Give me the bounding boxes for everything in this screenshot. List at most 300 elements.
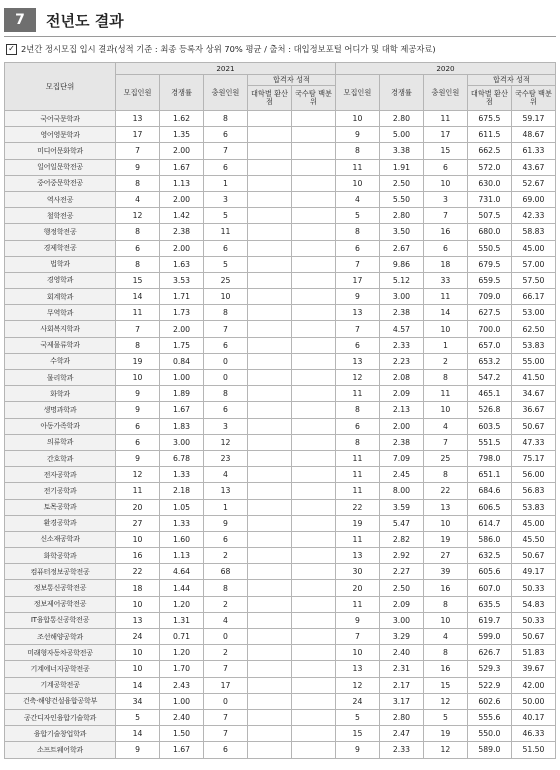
- percentile-2020: 53.83: [511, 499, 555, 515]
- univ-score-2020: 679.5: [467, 256, 511, 272]
- univ-score-2021: [247, 709, 291, 725]
- percentile-2020: 45.00: [511, 240, 555, 256]
- rate-2021: 1.67: [160, 402, 204, 418]
- percentile-2020: 42.00: [511, 677, 555, 693]
- rate-2020: 8.00: [379, 483, 423, 499]
- univ-score-2021: [247, 548, 291, 564]
- recruit-2021: 16: [116, 548, 160, 564]
- recruit-2021: 19: [116, 353, 160, 369]
- extra-2021: 5: [204, 208, 248, 224]
- recruit-2021: 14: [116, 289, 160, 305]
- recruit-2020: 11: [335, 467, 379, 483]
- univ-score-2020: 619.7: [467, 612, 511, 628]
- table-row: [5, 191, 556, 207]
- percentile-2020: 50.33: [511, 580, 555, 596]
- rate-2021: 1.71: [160, 289, 204, 305]
- recruit-2021: 14: [116, 677, 160, 693]
- recruit-2020: 9: [335, 742, 379, 758]
- rate-2020: 2.80: [379, 709, 423, 725]
- table-row: [5, 645, 556, 661]
- rate-2020: 1.91: [379, 159, 423, 175]
- univ-score-2021: [247, 353, 291, 369]
- recruit-2021: 11: [116, 305, 160, 321]
- recruit-2021: 5: [116, 709, 160, 725]
- recruit-2021: 10: [116, 370, 160, 386]
- univ-score-2020: 550.0: [467, 726, 511, 742]
- col-recruit-2021: 모집인원: [116, 75, 160, 111]
- percentile-2021: [291, 256, 335, 272]
- univ-score-2021: [247, 450, 291, 466]
- col-rate-2021: 경쟁률: [160, 75, 204, 111]
- section-number-badge: 7: [4, 8, 36, 32]
- table-row: [5, 159, 556, 175]
- univ-score-2020: 602.6: [467, 693, 511, 709]
- rate-2021: 1.50: [160, 726, 204, 742]
- extra-2020: 3: [423, 191, 467, 207]
- rate-2020: 2.67: [379, 240, 423, 256]
- recruit-2020: 8: [335, 224, 379, 240]
- extra-2021: 7: [204, 726, 248, 742]
- recruit-2020: 13: [335, 548, 379, 564]
- univ-score-2021: [247, 434, 291, 450]
- percentile-2020: 58.83: [511, 224, 555, 240]
- univ-score-2021: [247, 564, 291, 580]
- rate-2021: 1.20: [160, 645, 204, 661]
- recruit-2020: 11: [335, 450, 379, 466]
- univ-score-2021: [247, 175, 291, 191]
- table-row: [5, 531, 556, 547]
- percentile-2020: 55.00: [511, 353, 555, 369]
- col-percentile-2020: 국수탐 백분위: [511, 86, 555, 111]
- recruit-2021: 13: [116, 612, 160, 628]
- extra-2021: 1: [204, 499, 248, 515]
- table-row: [5, 386, 556, 402]
- recruit-2020: 30: [335, 564, 379, 580]
- dept-name: 미래형자동차공학전공: [5, 645, 116, 661]
- univ-score-2021: [247, 208, 291, 224]
- rate-2020: 2.38: [379, 305, 423, 321]
- rate-2021: 1.42: [160, 208, 204, 224]
- univ-score-2020: 611.5: [467, 127, 511, 143]
- extra-2021: 7: [204, 321, 248, 337]
- extra-2021: 8: [204, 111, 248, 127]
- dept-name: 회계학과: [5, 289, 116, 305]
- recruit-2020: 11: [335, 159, 379, 175]
- rate-2020: 3.00: [379, 612, 423, 628]
- extra-2021: 2: [204, 548, 248, 564]
- dept-name: 일어일문학전공: [5, 159, 116, 175]
- extra-2020: 5: [423, 709, 467, 725]
- rate-2020: 3.50: [379, 224, 423, 240]
- extra-2020: 25: [423, 450, 467, 466]
- table-row: [5, 321, 556, 337]
- univ-score-2020: 599.0: [467, 629, 511, 645]
- table-row: [5, 127, 556, 143]
- extra-2021: 6: [204, 742, 248, 758]
- recruit-2021: 6: [116, 418, 160, 434]
- table-row: [5, 483, 556, 499]
- percentile-2020: 51.50: [511, 742, 555, 758]
- extra-2020: 10: [423, 612, 467, 628]
- dept-name: 국어국문학과: [5, 111, 116, 127]
- extra-2021: 8: [204, 580, 248, 596]
- recruit-2020: 15: [335, 726, 379, 742]
- dept-name: 기계공학전공: [5, 677, 116, 693]
- recruit-2021: 22: [116, 564, 160, 580]
- extra-2020: 8: [423, 467, 467, 483]
- table-note: [6, 41, 436, 57]
- rate-2021: 1.67: [160, 742, 204, 758]
- percentile-2021: [291, 677, 335, 693]
- recruit-2021: 9: [116, 450, 160, 466]
- dept-name: 소프트웨어학과: [5, 742, 116, 758]
- rate-2020: 9.86: [379, 256, 423, 272]
- univ-score-2021: [247, 256, 291, 272]
- table-row: [5, 499, 556, 515]
- rate-2021: 1.70: [160, 661, 204, 677]
- extra-2020: 12: [423, 693, 467, 709]
- extra-2021: 11: [204, 224, 248, 240]
- univ-score-2021: [247, 629, 291, 645]
- percentile-2021: [291, 661, 335, 677]
- extra-2021: 7: [204, 143, 248, 159]
- rate-2021: 2.43: [160, 677, 204, 693]
- recruit-2020: 17: [335, 272, 379, 288]
- univ-score-2021: [247, 224, 291, 240]
- extra-2021: 0: [204, 353, 248, 369]
- univ-score-2020: 551.5: [467, 434, 511, 450]
- table-row: [5, 742, 556, 758]
- extra-2021: 25: [204, 272, 248, 288]
- percentile-2021: [291, 159, 335, 175]
- univ-score-2020: 572.0: [467, 159, 511, 175]
- rate-2020: 4.57: [379, 321, 423, 337]
- univ-score-2021: [247, 272, 291, 288]
- univ-score-2020: 586.0: [467, 531, 511, 547]
- group-header-2020: 합격자 성적: [467, 75, 555, 86]
- table-row: [5, 709, 556, 725]
- table-body: [5, 111, 556, 759]
- rate-2020: 2.38: [379, 434, 423, 450]
- dept-name: 화학공학과: [5, 548, 116, 564]
- univ-score-2021: [247, 321, 291, 337]
- univ-score-2021: [247, 499, 291, 515]
- univ-score-2021: [247, 143, 291, 159]
- dept-name: 융합기술창업학과: [5, 726, 116, 742]
- percentile-2020: 54.83: [511, 596, 555, 612]
- percentile-2021: [291, 580, 335, 596]
- rate-2020: 2.23: [379, 353, 423, 369]
- dept-name: 경영학과: [5, 272, 116, 288]
- rate-2021: 1.13: [160, 548, 204, 564]
- univ-score-2020: 798.0: [467, 450, 511, 466]
- percentile-2021: [291, 499, 335, 515]
- recruit-2021: 9: [116, 159, 160, 175]
- percentile-2021: [291, 337, 335, 353]
- recruit-2020: 10: [335, 175, 379, 191]
- univ-score-2021: [247, 191, 291, 207]
- recruit-2021: 15: [116, 272, 160, 288]
- univ-score-2021: [247, 742, 291, 758]
- univ-score-2020: 659.5: [467, 272, 511, 288]
- extra-2021: 3: [204, 191, 248, 207]
- recruit-2020: 5: [335, 208, 379, 224]
- rate-2020: 7.09: [379, 450, 423, 466]
- extra-2020: 8: [423, 596, 467, 612]
- percentile-2020: 61.33: [511, 143, 555, 159]
- recruit-2020: 11: [335, 483, 379, 499]
- table-row: [5, 111, 556, 127]
- dept-name: 사회복지학과: [5, 321, 116, 337]
- percentile-2020: 43.67: [511, 159, 555, 175]
- rate-2021: 1.44: [160, 580, 204, 596]
- percentile-2020: 50.67: [511, 548, 555, 564]
- extra-2020: 11: [423, 289, 467, 305]
- recruit-2021: 10: [116, 645, 160, 661]
- recruit-2020: 9: [335, 289, 379, 305]
- rate-2021: 1.33: [160, 515, 204, 531]
- dept-name: 환경공학과: [5, 515, 116, 531]
- rate-2021: 4.64: [160, 564, 204, 580]
- extra-2020: 8: [423, 370, 467, 386]
- recruit-2021: 18: [116, 580, 160, 596]
- extra-2020: 4: [423, 629, 467, 645]
- univ-score-2021: [247, 305, 291, 321]
- rate-2020: 5.50: [379, 191, 423, 207]
- dept-name: 중어중문학전공: [5, 175, 116, 191]
- univ-score-2020: 529.3: [467, 661, 511, 677]
- recruit-2020: 11: [335, 531, 379, 547]
- univ-score-2021: [247, 240, 291, 256]
- rate-2021: 1.83: [160, 418, 204, 434]
- percentile-2021: [291, 742, 335, 758]
- dept-name: 물리학과: [5, 370, 116, 386]
- table-row: [5, 580, 556, 596]
- univ-score-2020: 522.9: [467, 677, 511, 693]
- dept-name: 국제물류학과: [5, 337, 116, 353]
- rate-2021: 1.31: [160, 612, 204, 628]
- percentile-2021: [291, 111, 335, 127]
- univ-score-2021: [247, 127, 291, 143]
- recruit-2021: 27: [116, 515, 160, 531]
- recruit-2021: 9: [116, 742, 160, 758]
- table-row: [5, 289, 556, 305]
- percentile-2021: [291, 224, 335, 240]
- extra-2021: 7: [204, 661, 248, 677]
- percentile-2021: [291, 483, 335, 499]
- rate-2020: 3.59: [379, 499, 423, 515]
- rate-2020: 5.00: [379, 127, 423, 143]
- extra-2021: 7: [204, 709, 248, 725]
- univ-score-2020: 680.0: [467, 224, 511, 240]
- percentile-2020: 66.17: [511, 289, 555, 305]
- extra-2021: 8: [204, 386, 248, 402]
- univ-score-2021: [247, 483, 291, 499]
- extra-2021: 8: [204, 305, 248, 321]
- percentile-2020: 53.83: [511, 337, 555, 353]
- percentile-2020: 62.50: [511, 321, 555, 337]
- extra-2020: 17: [423, 127, 467, 143]
- percentile-2020: 50.00: [511, 693, 555, 709]
- extra-2020: 19: [423, 726, 467, 742]
- univ-score-2021: [247, 515, 291, 531]
- percentile-2021: [291, 629, 335, 645]
- rate-2020: 2.00: [379, 418, 423, 434]
- rate-2020: 2.50: [379, 580, 423, 596]
- univ-score-2020: 630.0: [467, 175, 511, 191]
- univ-score-2020: 635.5: [467, 596, 511, 612]
- rate-2020: 3.29: [379, 629, 423, 645]
- dept-name: 조선해양공학과: [5, 629, 116, 645]
- recruit-2020: 11: [335, 596, 379, 612]
- recruit-2021: 13: [116, 111, 160, 127]
- rate-2021: 2.00: [160, 240, 204, 256]
- univ-score-2021: [247, 111, 291, 127]
- recruit-2021: 9: [116, 386, 160, 402]
- year-header-2021: 2021: [116, 63, 336, 75]
- dept-name: IT융합통신공학전공: [5, 612, 116, 628]
- table-row: [5, 726, 556, 742]
- rate-2020: 2.09: [379, 596, 423, 612]
- extra-2021: 6: [204, 127, 248, 143]
- recruit-2020: 6: [335, 337, 379, 353]
- percentile-2020: 47.33: [511, 434, 555, 450]
- recruit-2020: 12: [335, 677, 379, 693]
- recruit-2020: 22: [335, 499, 379, 515]
- percentile-2021: [291, 353, 335, 369]
- univ-score-2021: [247, 418, 291, 434]
- table-row: [5, 224, 556, 240]
- percentile-2020: 57.50: [511, 272, 555, 288]
- extra-2021: 4: [204, 612, 248, 628]
- recruit-2020: 6: [335, 418, 379, 434]
- recruit-2021: 12: [116, 467, 160, 483]
- header-divider: [4, 36, 556, 37]
- rate-2020: 2.27: [379, 564, 423, 580]
- recruit-2020: 9: [335, 127, 379, 143]
- extra-2020: 22: [423, 483, 467, 499]
- percentile-2021: [291, 305, 335, 321]
- extra-2020: 39: [423, 564, 467, 580]
- recruit-2020: 6: [335, 240, 379, 256]
- extra-2021: 6: [204, 240, 248, 256]
- extra-2021: 4: [204, 467, 248, 483]
- rate-2020: 2.31: [379, 661, 423, 677]
- recruit-2021: 8: [116, 256, 160, 272]
- percentile-2021: [291, 289, 335, 305]
- col-percentile-2021: 국수탐 백분위: [291, 86, 335, 111]
- percentile-2021: [291, 693, 335, 709]
- univ-score-2020: 651.1: [467, 467, 511, 483]
- rate-2021: 1.63: [160, 256, 204, 272]
- percentile-2020: 48.67: [511, 127, 555, 143]
- table-row: [5, 353, 556, 369]
- table-row: [5, 661, 556, 677]
- percentile-2021: [291, 370, 335, 386]
- dept-name: 철학전공: [5, 208, 116, 224]
- univ-score-2021: [247, 645, 291, 661]
- extra-2020: 10: [423, 402, 467, 418]
- group-header-2021: 합격자 성적: [247, 75, 335, 86]
- percentile-2020: 36.67: [511, 402, 555, 418]
- extra-2020: 12: [423, 742, 467, 758]
- rate-2021: 2.18: [160, 483, 204, 499]
- percentile-2021: [291, 548, 335, 564]
- extra-2020: 16: [423, 224, 467, 240]
- univ-score-2021: [247, 612, 291, 628]
- recruit-2020: 13: [335, 305, 379, 321]
- recruit-2020: 11: [335, 386, 379, 402]
- rate-2021: 1.75: [160, 337, 204, 353]
- univ-score-2020: 507.5: [467, 208, 511, 224]
- univ-score-2020: 731.0: [467, 191, 511, 207]
- recruit-2020: 9: [335, 612, 379, 628]
- percentile-2020: 46.33: [511, 726, 555, 742]
- univ-score-2020: 653.2: [467, 353, 511, 369]
- rate-2020: 2.80: [379, 208, 423, 224]
- univ-score-2020: 547.2: [467, 370, 511, 386]
- rate-2020: 2.33: [379, 742, 423, 758]
- table-row: [5, 256, 556, 272]
- year-header-2020: 2020: [335, 63, 555, 75]
- percentile-2020: 39.67: [511, 661, 555, 677]
- percentile-2021: [291, 208, 335, 224]
- univ-score-2021: [247, 402, 291, 418]
- dept-name: 토목공학과: [5, 499, 116, 515]
- univ-score-2020: 627.5: [467, 305, 511, 321]
- rate-2021: 6.78: [160, 450, 204, 466]
- percentile-2021: [291, 450, 335, 466]
- percentile-2020: 56.00: [511, 467, 555, 483]
- rate-2021: 3.53: [160, 272, 204, 288]
- univ-score-2020: 526.8: [467, 402, 511, 418]
- univ-score-2021: [247, 661, 291, 677]
- extra-2021: 23: [204, 450, 248, 466]
- recruit-2020: 5: [335, 709, 379, 725]
- rate-2020: 2.45: [379, 467, 423, 483]
- univ-score-2020: 614.7: [467, 515, 511, 531]
- recruit-2021: 8: [116, 175, 160, 191]
- percentile-2021: [291, 612, 335, 628]
- recruit-2021: 24: [116, 629, 160, 645]
- extra-2021: 6: [204, 337, 248, 353]
- percentile-2021: [291, 596, 335, 612]
- percentile-2021: [291, 467, 335, 483]
- univ-score-2020: 632.5: [467, 548, 511, 564]
- univ-score-2021: [247, 677, 291, 693]
- percentile-2020: 49.17: [511, 564, 555, 580]
- recruit-2020: 7: [335, 629, 379, 645]
- col-univ-score-2021: 대학별 환산점: [247, 86, 291, 111]
- percentile-2020: 57.00: [511, 256, 555, 272]
- dept-name: 건축·해양건설융합공학부: [5, 693, 116, 709]
- extra-2020: 11: [423, 111, 467, 127]
- dept-name: 정보통신공학전공: [5, 580, 116, 596]
- extra-2020: 7: [423, 208, 467, 224]
- extra-2020: 10: [423, 175, 467, 191]
- rate-2020: 2.13: [379, 402, 423, 418]
- percentile-2021: [291, 191, 335, 207]
- table-row: [5, 467, 556, 483]
- recruit-2020: 12: [335, 370, 379, 386]
- rate-2021: 0.71: [160, 629, 204, 645]
- extra-2020: 15: [423, 677, 467, 693]
- recruit-2021: 11: [116, 483, 160, 499]
- percentile-2021: [291, 418, 335, 434]
- rate-2021: 1.33: [160, 467, 204, 483]
- extra-2020: 10: [423, 321, 467, 337]
- recruit-2021: 6: [116, 240, 160, 256]
